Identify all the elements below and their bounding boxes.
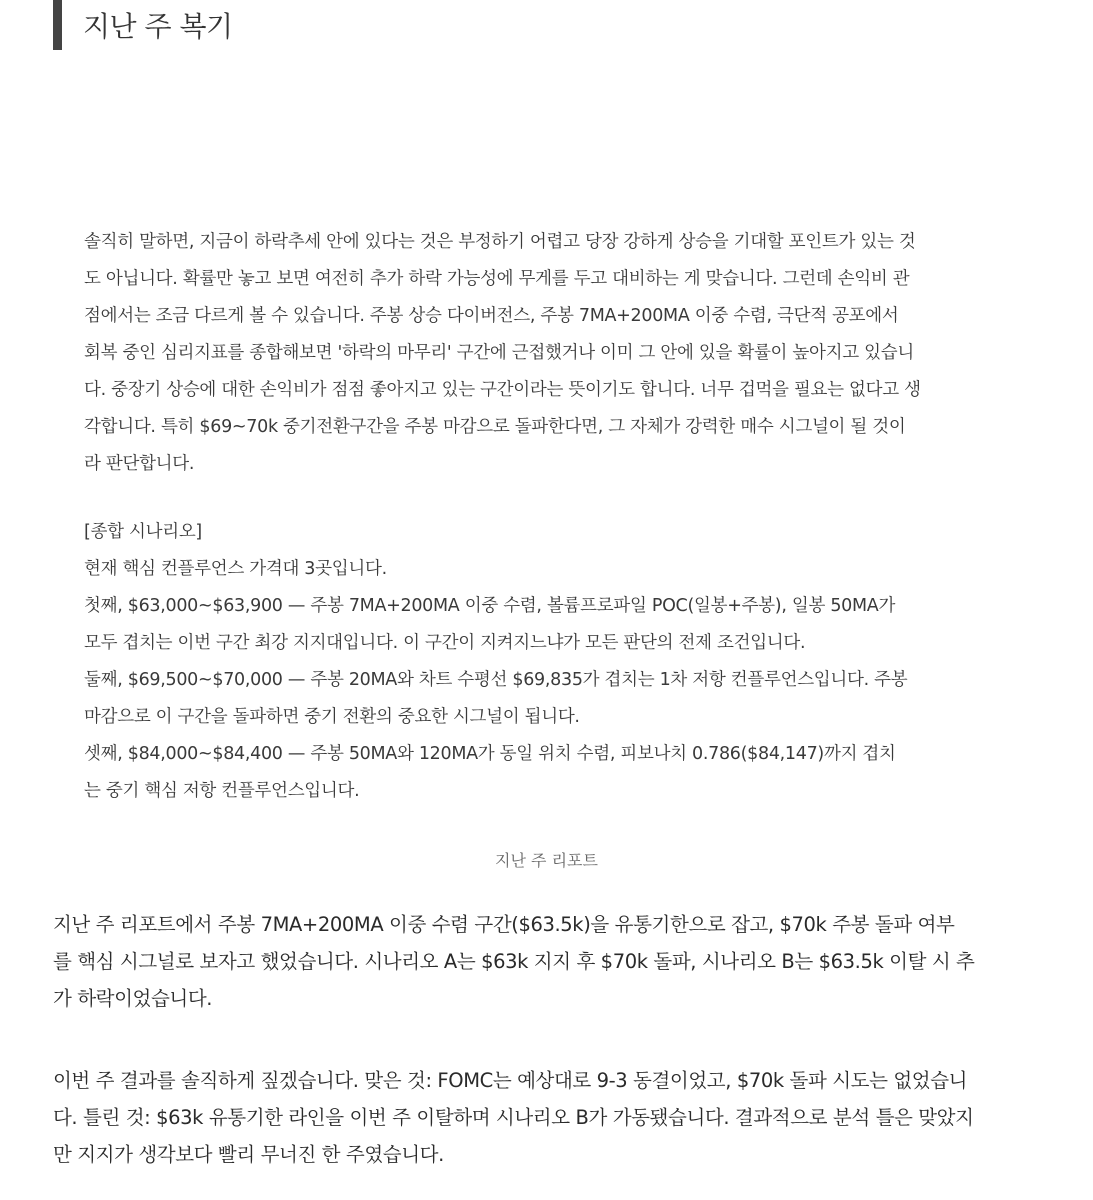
paragraph-line: 도 아닙니다. 확률만 놓고 보면 여전히 추가 하락 가능성에 무게를 두고 대비하는 게 맞습니다. 그런데 손익비 관 <box>84 269 910 289</box>
body-paragraph-2 <box>53 1062 1043 1173</box>
body-paragraph-1 <box>53 906 1043 1017</box>
image-caption: 지난 주 리포트 <box>495 851 598 870</box>
paragraph-line: 가 하락이었습니다. <box>53 987 213 1010</box>
scenario-line: 모두 겹치는 이번 구간 최강 지지대입니다. 이 구간이 지켜지느냐가 모든 판단의 전제 조건입니다. <box>84 633 806 653</box>
page-title: 지난 주 복기 <box>83 10 233 43</box>
scenario-line: 마감으로 이 구간을 돌파하면 중기 전환의 중요한 시그널이 됩니다. <box>84 707 580 727</box>
paragraph-line: 솔직히 말하면, 지금이 하락추세 안에 있다는 것은 부정하기 어렵고 당장 강하게 상승을 기대할 포인트가 있는 것 <box>84 232 916 252</box>
scenario-title: [종합 시나리오] <box>84 522 202 542</box>
paragraph-line: 점에서는 조금 다르게 볼 수 있습니다. 주봉 상승 다이버전스, 주봉 7MA+200MA 이중 수렴, 극단적 공포에서 <box>84 306 899 326</box>
scenario-line: 둘째, $69,500~$70,000 — 주봉 20MA와 차트 수평선 $69,835가 겹치는 1차 저항 컨플루언스입니다. 주봉 <box>84 670 908 690</box>
paragraph-line: 지난 주 리포트에서 주봉 7MA+200MA 이중 수렴 구간($63.5k)을 유통기한으로 잡고, $70k 주봉 돌파 여부 <box>53 913 955 936</box>
paragraph-line: 를 핵심 시그널로 보자고 했었습니다. 시나리오 A는 $63k 지지 후 $70k 돌파, 시나리오 B는 $63.5k 이탈 시 추 <box>53 950 975 973</box>
scenario-section <box>84 514 1019 810</box>
paragraph-line: 만 지지가 생각보다 빨리 무너진 한 주였습니다. <box>53 1143 444 1166</box>
scenario-line: 셋째, $84,000~$84,400 — 주봉 50MA와 120MA가 동일 위치 수렴, 피보나치 0.786($84,147)까지 겹치 <box>84 744 896 764</box>
paragraph-line: 라 판단합니다. <box>84 454 195 474</box>
scenario-line: 현재 핵심 컨플루언스 가격대 3곳입니다. <box>84 559 387 579</box>
paragraph-line: 회복 중인 심리지표를 종합해보면 '하락의 마무리' 구간에 근접했거나 이미 그 안에 있을 확률이 높아지고 있습니 <box>84 343 914 363</box>
paragraph-line: 각합니다. 특히 $69~70k 중기전환구간을 주봉 마감으로 돌파한다면, 그 자체가 강력한 매수 시그널이 될 것이 <box>84 417 906 437</box>
scenario-line: 첫째, $63,000~$63,900 — 주봉 7MA+200MA 이중 수렴, 볼륨프로파일 POC(일봉+주봉), 일봉 50MA가 <box>84 596 896 616</box>
section-heading <box>53 0 233 50</box>
paragraph-line: 다. 틀린 것: $63k 유통기한 라인을 이번 주 이탈하며 시나리오 B가 가동됐습니다. 결과적으로 분석 틀은 맞았지 <box>53 1106 974 1129</box>
quoted-report-text <box>84 224 1019 483</box>
paragraph-line: 다. 중장기 상승에 대한 손익비가 점점 좋아지고 있는 구간이라는 뜻이기도 합니다. 너무 겁먹을 필요는 없다고 생 <box>84 380 921 400</box>
paragraph-line: 이번 주 결과를 솔직하게 짚겠습니다. 맞은 것: FOMC는 예상대로 9-3 동결이었고, $70k 돌파 시도는 없었습니 <box>53 1069 968 1092</box>
scenario-line: 는 중기 핵심 저항 컨플루언스입니다. <box>84 781 360 801</box>
